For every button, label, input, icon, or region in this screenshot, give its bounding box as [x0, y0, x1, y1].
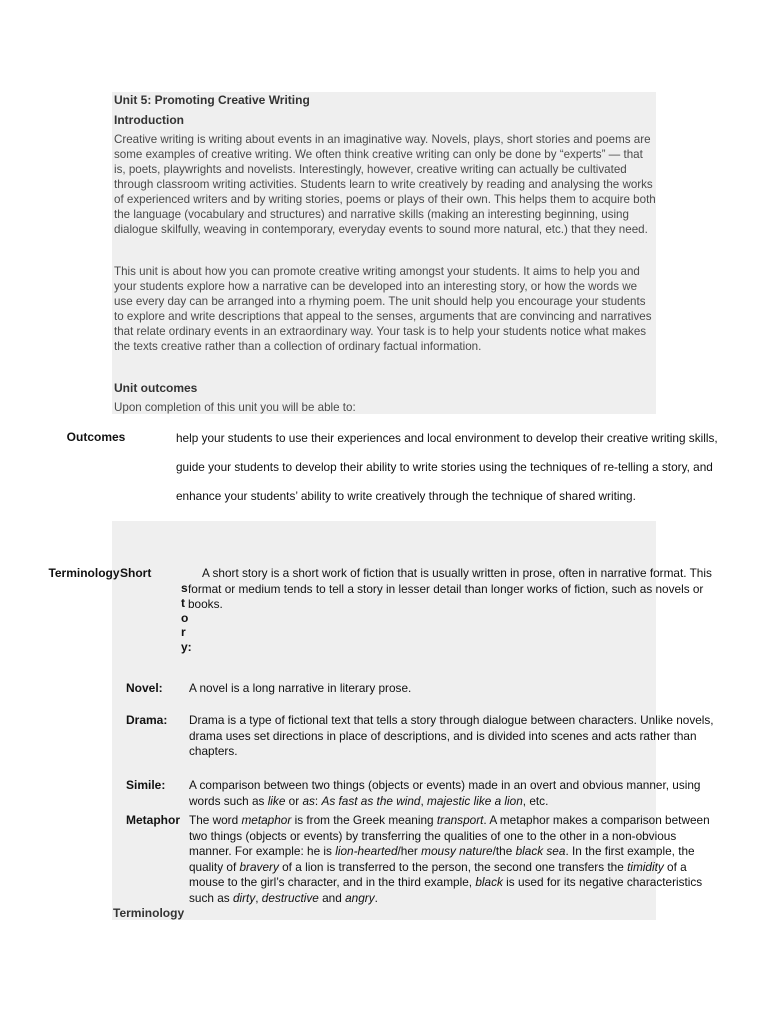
- introduction-paragraph-1: Creative writing is writing about events in an imaginative way. Novels, plays, short stories and poems are some examples of creative writing. We often think creative writing can only be done by “experts” — that is, poets, playwrights and novelists. Interestingly, however, creative writing can actually be cultivated through classroom writing activities. Students learn to write creatively by reading and analysing the works of experienced writers and by writing stories, poems or plays of their own. This helps them to acquire both the language (vocabulary and structures) and narrative skills (making an interesting beginning, using dialogue skilfully, weaving in contemporary, everyday events to sound more natural, etc.) that they need.: [114, 133, 656, 236]
- term-short-story: Short: [120, 566, 152, 580]
- outcome-item: help your students to use their experiences and local environment to develop their creative writing skills,: [176, 431, 718, 445]
- term-short-story-vertical: story:: [181, 581, 192, 655]
- terminology-side-label: Terminology: [48, 566, 120, 580]
- outcome-item: guide your students to develop their ability to write stories using the techniques of re-telling a story, and: [176, 460, 713, 474]
- term-metaphor: Metaphor: [126, 813, 180, 827]
- definition-novel: A novel is a long narrative in literary prose.: [189, 681, 412, 695]
- unit-outcomes-intro: Upon completion of this unit you will be able to:: [114, 401, 356, 414]
- definition-metaphor: The word metaphor is from the Greek meaning transport. A metaphor makes a comparison between two things (objects or events) by transferring the qualities of one to the other in a non-obvious manner. For example: he is lion-hearted/her mousy nature/the black sea. In the first example, the quality of bravery of a lion is transferred to the person, the second one transfers the timidity of a mouse to the girl’s character, and in the third example, black is used for its negative characteristics such as dirty, destructive and angry.: [189, 813, 710, 905]
- term-drama: Drama:: [126, 713, 168, 727]
- definition-short-story: A short story is a short work of fiction that is usually written in prose, often in narrative format. This format or medium tends to tell a story in lesser detail than longer works of fiction, such as novels or books.: [188, 566, 712, 611]
- unit-outcomes-heading: Unit outcomes: [114, 381, 198, 395]
- definition-drama: Drama is a type of fictional text that tells a story through dialogue between characters. Unlike novels, drama uses set directions in place of descriptions, and is divided into scenes and acts rather than chapters.: [189, 713, 714, 758]
- term-novel: Novel:: [126, 681, 163, 695]
- outcome-item: enhance your students’ ability to write creatively through the technique of shared writing.: [176, 489, 636, 503]
- term-simile: Simile:: [126, 778, 166, 792]
- terminology-footer-heading: Terminology: [113, 906, 185, 920]
- definition-simile: A comparison between two things (objects or events) made in an overt and obvious manner, using words such as like or as: As fast as the wind, majestic like a lion, etc.: [189, 778, 701, 808]
- outcomes-side-label: Outcomes: [66, 430, 126, 444]
- introduction-paragraph-2: This unit is about how you can promote creative writing amongst your students. It aims to help you and your students explore how a narrative can be developed into an interesting story, or how the words we use every day can be arranged into a rhyming poem. The unit should help you encourage your students to explore and write descriptions that appeal to the senses, arguments that are convincing and narratives that relate ordinary events in an extraordinary way. Your task is to help your students notice what makes the texts creative rather than a collection of ordinary factual information.: [114, 265, 652, 353]
- introduction-heading: Introduction: [114, 113, 184, 127]
- unit-title: Unit 5: Promoting Creative Writing: [114, 93, 310, 107]
